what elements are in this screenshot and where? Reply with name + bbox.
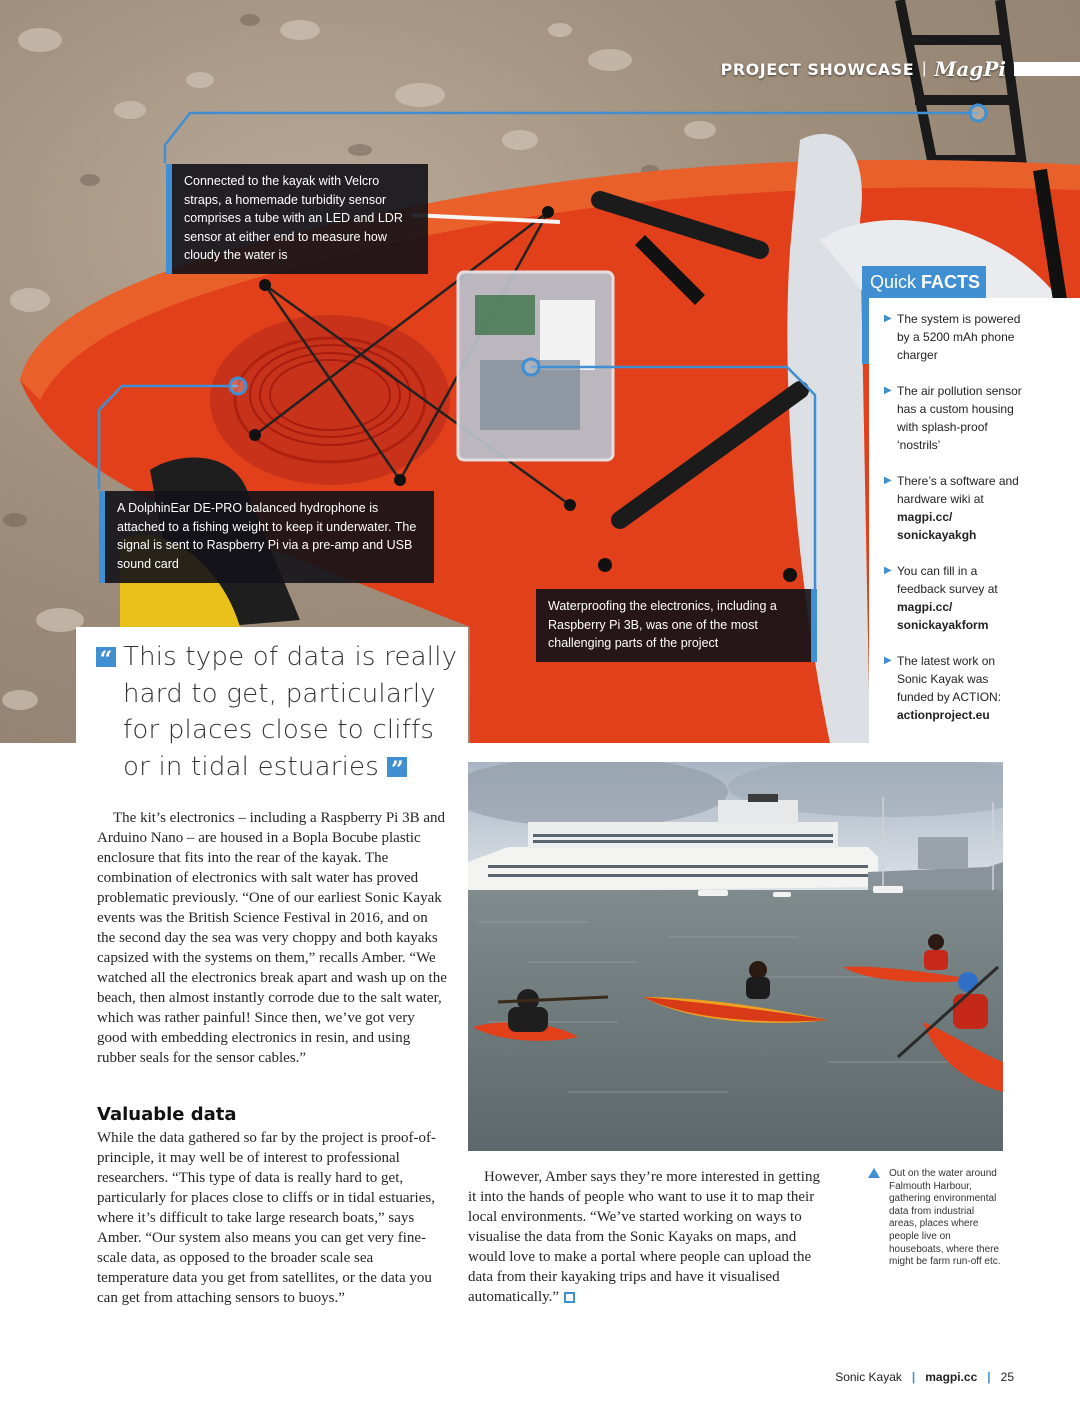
quick-facts-title-bold: FACTS bbox=[921, 272, 981, 292]
pull-quote-body bbox=[123, 639, 458, 785]
chevron-right-icon: ▶ bbox=[884, 385, 892, 396]
article-column-left-top bbox=[97, 808, 447, 1068]
chevron-right-icon: ▶ bbox=[884, 313, 892, 324]
quick-fact-link[interactable]: magpi.cc/ sonickayakgh bbox=[897, 510, 977, 542]
quick-fact-text: You can fill in a feedback survey at bbox=[897, 564, 998, 596]
chevron-right-icon: ▶ bbox=[884, 565, 892, 576]
photo-caption: Out on the water around Falmouth Harbour, gathering environmental data from industrial areas, places where people live on houseboats, where there might be farm run-off etc. bbox=[889, 1168, 1001, 1268]
chevron-right-icon: ▶ bbox=[884, 655, 892, 666]
hydrophone-callout-text: A DolphinEar DE-PRO balanced hydrophone is attached to a fishing weight to keep it underwater. The signal is sent to Raspberry Pi via a pre-amp and USB sound card bbox=[117, 501, 417, 571]
section-heading: Valuable data bbox=[97, 1104, 237, 1125]
quick-fact-text: The system is powered by a 5200 mAh phone charger bbox=[897, 312, 1021, 362]
quick-fact-link[interactable]: magpi.cc/ sonickayakform bbox=[897, 600, 989, 632]
chevron-right-icon: ▶ bbox=[884, 475, 892, 486]
quick-fact-item bbox=[884, 562, 1024, 634]
article-paragraph bbox=[468, 1167, 828, 1307]
article-paragraph: While the data gathered so far by the project is proof-of-principle, it may well be of interest to professional researchers. “This type of data is really hard to get, particularly for places close to cliffs or in tidal estuaries, where it’s difficult to take large research boats,” says Amber. “Our system also means you can get very fine-scale data, as opposed to the broader scale sea temperature data you get from satellites, or the data you can get from attaching sensors to buoys.” bbox=[97, 1130, 437, 1306]
quick-fact-text: The latest work on Sonic Kayak was funded by ACTION: bbox=[897, 654, 1002, 704]
quick-fact-item bbox=[884, 382, 1024, 454]
quick-fact-text: There’s a software and hardware wiki at bbox=[897, 474, 1019, 506]
page-header bbox=[720, 57, 1080, 81]
quick-fact-item bbox=[884, 472, 1024, 544]
open-quote-icon: “ bbox=[96, 647, 116, 667]
article-column-right bbox=[468, 1167, 828, 1307]
caption-triangle-icon bbox=[868, 1168, 880, 1178]
page-footer bbox=[835, 1370, 1014, 1384]
article-paragraph-text: However, Amber says they’re more interested in getting it into the hands of people who want to use it to map their local environments. “We’ve started working on ways to visualise the data from the Sonic Kayaks on maps, and would love to make a portal where people can upload the data from their kayaking trips and have it visualised automatically.” bbox=[468, 1169, 820, 1305]
quick-facts-list bbox=[884, 310, 1024, 742]
quick-fact-item bbox=[884, 310, 1024, 364]
header-rule bbox=[1014, 62, 1080, 76]
section-label: PROJECT SHOWCASE bbox=[720, 59, 915, 79]
magpi-logo: MagPi bbox=[934, 57, 1006, 81]
turbidity-callout-text: Connected to the kayak with Velcro straps, a homemade turbidity sensor comprises a tube with an LED and LDR sensor at either end to measure how cloudy the water is bbox=[184, 174, 403, 262]
page-number: 25 bbox=[1000, 1370, 1014, 1384]
close-quote-icon: ” bbox=[387, 757, 407, 777]
harbour-illustration bbox=[468, 762, 1003, 1151]
quick-facts-title bbox=[862, 266, 986, 298]
quick-fact-item bbox=[884, 652, 1024, 724]
footer-divider: | bbox=[911, 1370, 916, 1384]
footer-site[interactable]: magpi.cc bbox=[925, 1370, 978, 1384]
hydrophone-callout bbox=[99, 491, 434, 583]
quick-fact-link[interactable]: actionproject.eu bbox=[897, 708, 990, 722]
waterproofing-callout bbox=[536, 589, 817, 662]
waterproofing-callout-text: Waterproofing the electronics, including a Raspberry Pi 3B, was one of the most challenging parts of the project bbox=[548, 599, 777, 650]
quick-facts-title-light: Quick bbox=[870, 272, 922, 292]
article-column-left-bottom bbox=[97, 1128, 447, 1308]
quick-facts-accent bbox=[862, 298, 869, 364]
pull-quote-text: This type of data is really hard to get, particularly for places close to cliffs or in tidal estuaries bbox=[123, 642, 458, 782]
end-of-article-icon bbox=[564, 1292, 575, 1303]
quick-fact-text: The air pollution sensor has a custom housing with splash-proof ‘nostrils’ bbox=[897, 384, 1022, 452]
pull-quote bbox=[76, 627, 468, 787]
article-paragraph: The kit’s electronics – including a Raspberry Pi 3B and Arduino Nano – are housed in a Bopla Bocube plastic enclosure that fits into the rear of the kayak. The combination of electronics with salt water has proved problematic previously. “One of our earliest Sonic Kayak events was the British Science Festival in 2016, and on the second day the sea was very choppy and both kayaks capsized with the systems on them,” recalls Amber. “We watched all the electronics break apart and wash up on the beach, then almost instantly corrode due to the salt water, which was rather painful! Since then, we’ve got very good with embedding electronics in resin, and using rubber seals for the sensor cables.” bbox=[97, 810, 447, 1066]
turbidity-callout bbox=[166, 164, 428, 274]
harbour-photo bbox=[468, 762, 1003, 1151]
footer-article-title: Sonic Kayak bbox=[835, 1370, 902, 1384]
header-divider: | bbox=[922, 60, 927, 77]
footer-divider: | bbox=[987, 1370, 991, 1384]
